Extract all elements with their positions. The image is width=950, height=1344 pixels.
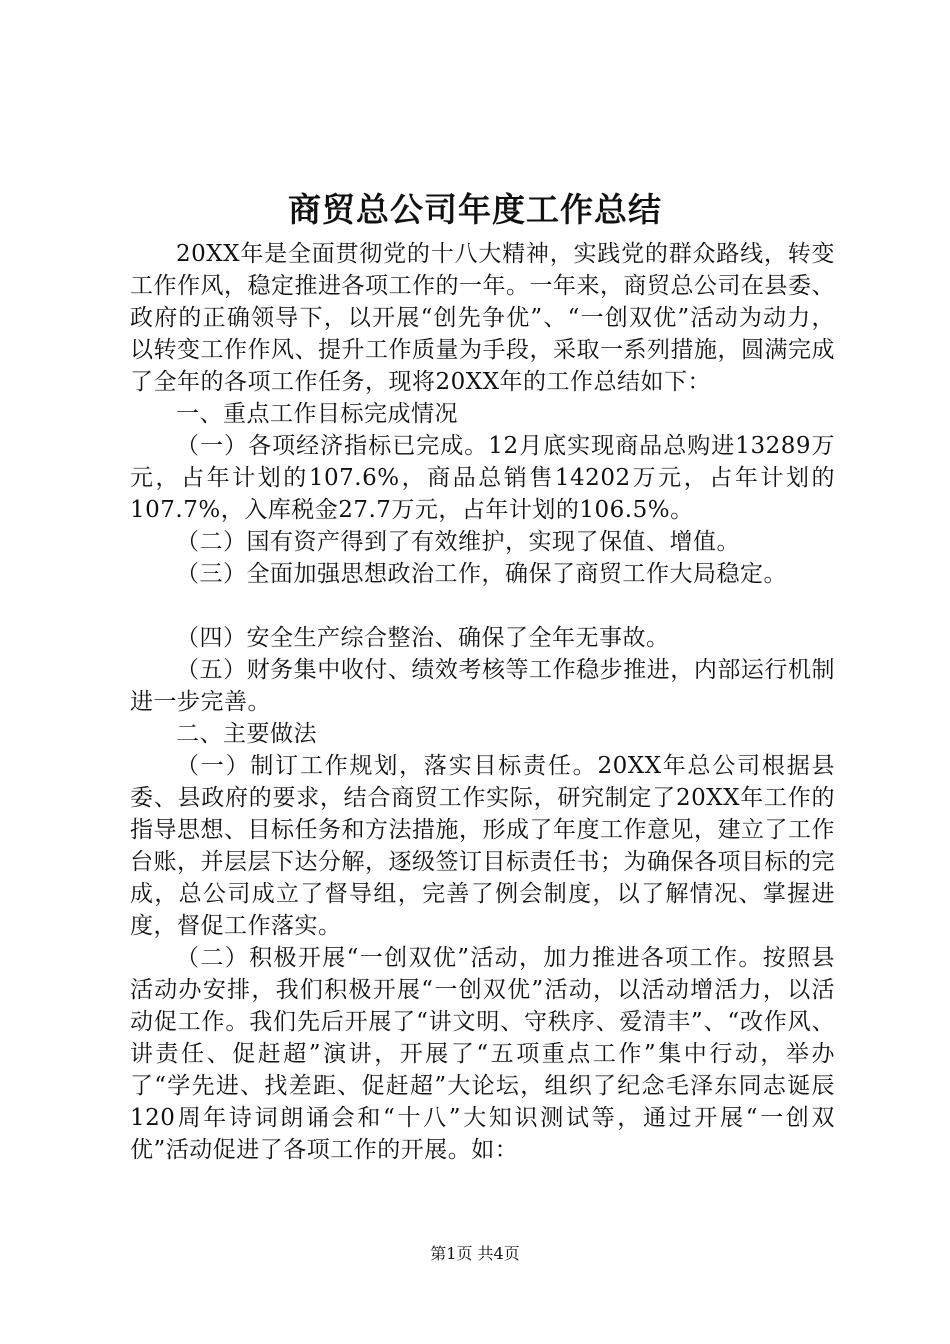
- paragraph-item-1-5: （五）财务集中收付、绩效考核等工作稳步推进，内部运行机制进一步完善。: [130, 657, 835, 715]
- section-heading-2: 二、主要做法: [176, 721, 317, 747]
- paragraph-item-2-2: （二）积极开展“一创双优”活动，加力推进各项工作。按照县活动办安排，我们积极开展“一创双优”活动，以活动增活力，以活动促工作。我们先后开展了“讲文明、守秩序、爱清丰”、“改作风、讲责任、促赶超”演讲，开展了“五项重点工作”集中行动，举办了“学先进、找差距、促赶超”大论坛，组织了纪念毛泽东同志诞辰120周年诗词朗诵会和“十八”大知识测试等，通过开展“一创双优”活动促进了各项工作的开展。如：: [130, 945, 835, 1163]
- intro-paragraph: 20XX年是全面贯彻党的十八大精神，实践党的群众路线，转变工作作风，稳定推进各项工作的一年。一年来，商贸总公司在县委、政府的正确领导下，以开展“创先争优”、“一创双优”活动为动力，以转变工作作风、提升工作质量为手段，采取一系列措施，圆满完成了全年的各项工作任务，现将20XX年的工作总结如下：: [130, 241, 835, 395]
- paragraph-item-1-3: （三）全面加强思想政治工作，确保了商贸工作大局稳定。: [176, 561, 787, 587]
- document-title: 商贸总公司年度工作总结: [288, 190, 662, 229]
- document-body: [130, 238, 835, 1166]
- paragraph-item-1-2: （二）国有资产得到了有效维护，实现了保值、增值。: [176, 529, 740, 555]
- page-number-footer: 第1页 共4页: [430, 1244, 520, 1263]
- section-heading-1: 一、重点工作目标完成情况: [176, 401, 458, 427]
- paragraph-item-1-1: （一）各项经济指标已完成。12月底实现商品总购进13289万元，占年计划的107.6%，商品总销售14202万元，占年计划的107.7%，入库税金27.7万元，占年计划的106.5%。: [130, 433, 835, 523]
- paragraph-item-2-1: （一）制订工作规划，落实目标责任。20XX年总公司根据县委、县政府的要求，结合商贸工作实际，研究制定了20XX年工作的指导思想、目标任务和方法措施，形成了年度工作意见，建立了工作台账，并层层下达分解，逐级签订目标责任书；为确保各项目标的完成，总公司成立了督导组，完善了例会制度，以了解情况、掌握进度，督促工作落实。: [130, 753, 835, 939]
- paragraph-item-1-4: （四）安全生产综合整治、确保了全年无事故。: [176, 625, 670, 651]
